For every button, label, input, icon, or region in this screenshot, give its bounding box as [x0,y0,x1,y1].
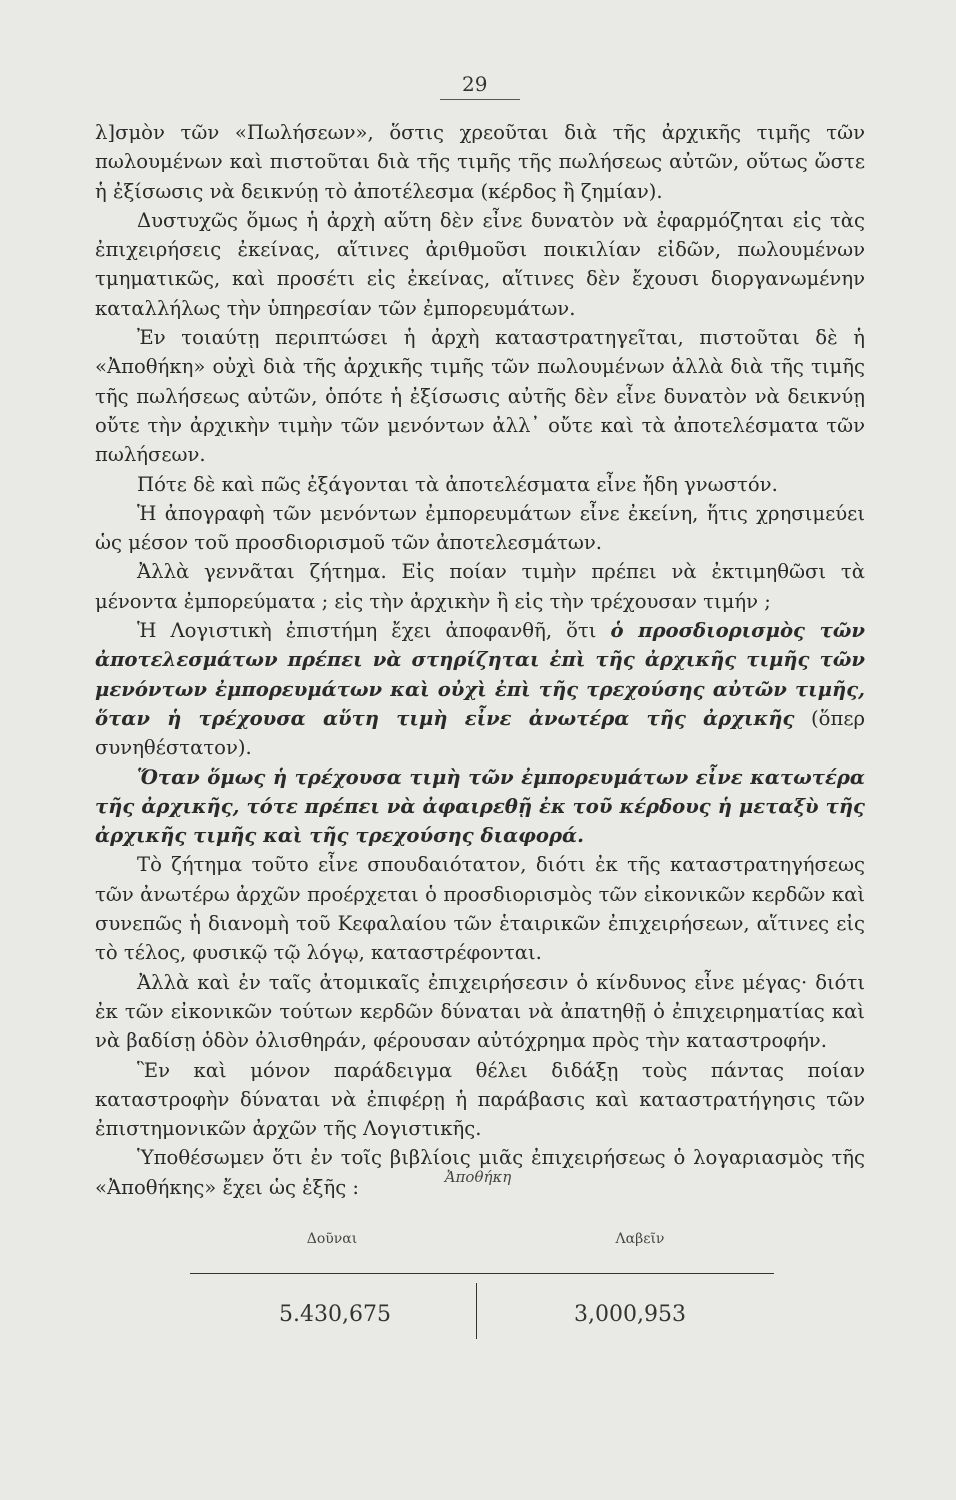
text-run: Πότε δὲ καὶ πῶς ἐξάγονται τὰ ἀποτελέσματα εἶνε ἤδη γνωστόν. [137,472,778,496]
paragraph [95,206,865,323]
text-run: Ὑποθέσωμεν ὅτι ἐν τοῖς βιβλίοις μιᾶς ἐπιχειρήσεως ὁ λογαριασμὸς τῆς «Ἀποθήκης» ἔχει ὡς ἑξῆς : [95,1146,865,1199]
debit-label: Δοῦναι [306,1231,358,1247]
page-number-rule [440,99,520,100]
paragraph [95,118,865,206]
paragraph [95,850,865,967]
text-run: Δυστυχῶς ὅμως ἡ ἀρχὴ αὕτη δὲν εἶνε δυνατὸν νὰ ἐφαρμόζηται εἰς τὰς ἐπιχειρήσεις ἐκείνας, αἵτινες ἀριθμοῦσι ποικιλίαν εἰδῶν, πωλουμένων τμηματικῶς, καὶ προσέτι εἰς ἐκείνας, αἵτινες δὲν ἔχουσι διοργανωμένην καταλλήλως τὴν ὑπηρεσίαν τῶν ἐμπορευμάτων. [95,208,865,320]
paragraph [95,470,865,499]
paragraph [95,323,865,469]
text-run: Ἀλλὰ καὶ ἐν ταῖς ἀτομικαῖς ἐπιχειρήσεσιν ὁ κίνδυνος εἶνε μέγας· διότι ἐκ τῶν εἰκονικῶν τούτων κερδῶν δύναται νὰ ἀπατηθῇ ὁ ἐπιχειρηματίας καὶ νὰ βαδίσῃ ὁδὸν ὀλισθηράν, φέρουσαν αὐτόχρημα πρὸς τὴν καταστροφήν. [95,970,865,1053]
credit-amount: 3,000,953 [574,1302,686,1327]
paragraph [95,499,865,558]
paragraph [95,1056,865,1144]
text-run: Ἀλλὰ γεννᾶται ζήτημα. Εἰς ποίαν τιμὴν πρέπει νὰ ἐκτιμηθῶσι τὰ μένοντα ἐμπορεύματα ; εἰς τὴν ἀρχικὴν ἢ εἰς τὴν τρέχουσαν τιμήν ; [95,560,865,613]
text-run: Ἓν καὶ μόνον παράδειγμα θέλει διδάξῃ τοὺς πάντας ποίαν καταστροφὴν δύναται νὰ ἐπιφέρῃ ἡ παράβασις καὶ καταστρατήγησις τῶν ἐπιστημονικῶν ἀρχῶν τῆς Λογιστικῆς. [95,1058,865,1141]
debit-amount: 5.430,675 [279,1302,391,1327]
paragraph [95,557,865,616]
text-run: (ὅπερ συνηθέστατον). [95,706,865,760]
page-number: 29 [462,72,488,96]
paragraph [95,616,865,762]
paragraph [95,763,865,851]
text-run: λ]σμὸν τῶν «Πωλήσεων», ὅστις χρεοῦται διὰ τῆς ἀρχικῆς τιμῆς τῶν πωλουμένων καὶ πιστοῦται διὰ τῆς τιμῆς τῆς πωλήσεως αὐτῶν, οὕτως ὥστε ἡ ἐξίσωσις νὰ δεικνύῃ τὸ ἀποτέλεσμα (κέρδος ἢ ζημίαν). [95,121,865,203]
emphasized-text: Ὅταν ὅμως ἡ τρέχουσα τιμὴ τῶν ἐμπορευμάτων εἶνε κατωτέρα τῆς ἀρχικῆς, τότε πρέπει νὰ ἀφαιρεθῇ ἐκ τοῦ κέρδους ἡ μεταξὺ τῆς ἀρχικῆς τιμῆς καὶ τῆς τρεχούσης διαφορά. [95,765,865,848]
credit-label: Λαβεῖν [615,1231,665,1247]
body-text [95,118,865,1202]
emphasized-text: ὁ προσδιορισμὸς τῶν ἀποτελεσμάτων πρέπει νὰ στηρίζηται ἐπὶ τῆς ἀρχικῆς τιμῆς τῶν μενόντων ἐμπορευμάτων καὶ οὐχὶ ἐπὶ τῆς τρεχούσης αὐτῶν τιμῆς, ὅταν ἡ τρέχουσα αὕτη τιμὴ εἶνε ἀνωτέρα τῆς ἀρχικῆς [95,619,865,730]
paragraph [95,968,865,1056]
text-run: Ἡ ἀπογραφὴ τῶν μενόντων ἐμπορευμάτων εἶνε ἐκείνη, ἥτις χρησιμεύει ὡς μέσον τοῦ προσδιορισμοῦ τῶν ἀποτελεσμάτων. [95,501,865,555]
text-run: Τὸ ζήτημα τοῦτο εἶνε σπουδαιότατον, διότι ἐκ τῆς καταστρατηγήσεως τῶν ἀνωτέρω ἀρχῶν προέρχεται ὁ προσδιορισμὸς τῶν εἰκονικῶν κερδῶν καὶ συνεπῶς ἡ διανομὴ τοῦ Κεφαλαίου τῶν ἑταιρικῶν ἐπιχειρήσεων, αἵτινες εἰς τὸ τέλος, φυσικῷ τῷ λόγῳ, καταστρέφονται. [95,853,865,965]
text-run: Ἡ Λογιστικὴ ἐπιστήμη ἔχει ἀποφανθῆ, ὅτι [137,619,611,643]
ledger-horizontal-rule [190,1273,774,1274]
text-run: Ἐν τοιαύτῃ περιπτώσει ἡ ἀρχὴ καταστρατηγεῖται, πιστοῦται δὲ ἡ «Ἀποθήκη» οὐχὶ διὰ τῆς ἀρχικῆς τιμῆς τῶν πωλουμένων ἀλλὰ διὰ τῆς τιμῆς τῆς πωλήσεως αὐτῶν, ὁπότε ἡ ἐξίσωσις αὐτῆς δὲν εἶνε δυνατὸν νὰ δεικνύῃ οὔτε τὴν ἀρχικὴν τιμὴν τῶν μενόντων ἀλλ᾿ οὔτε καὶ τὰ ἀποτελέσματα τῶν πωλήσεων. [95,326,865,467]
account-title: Ἀποθήκη [444,1168,512,1186]
